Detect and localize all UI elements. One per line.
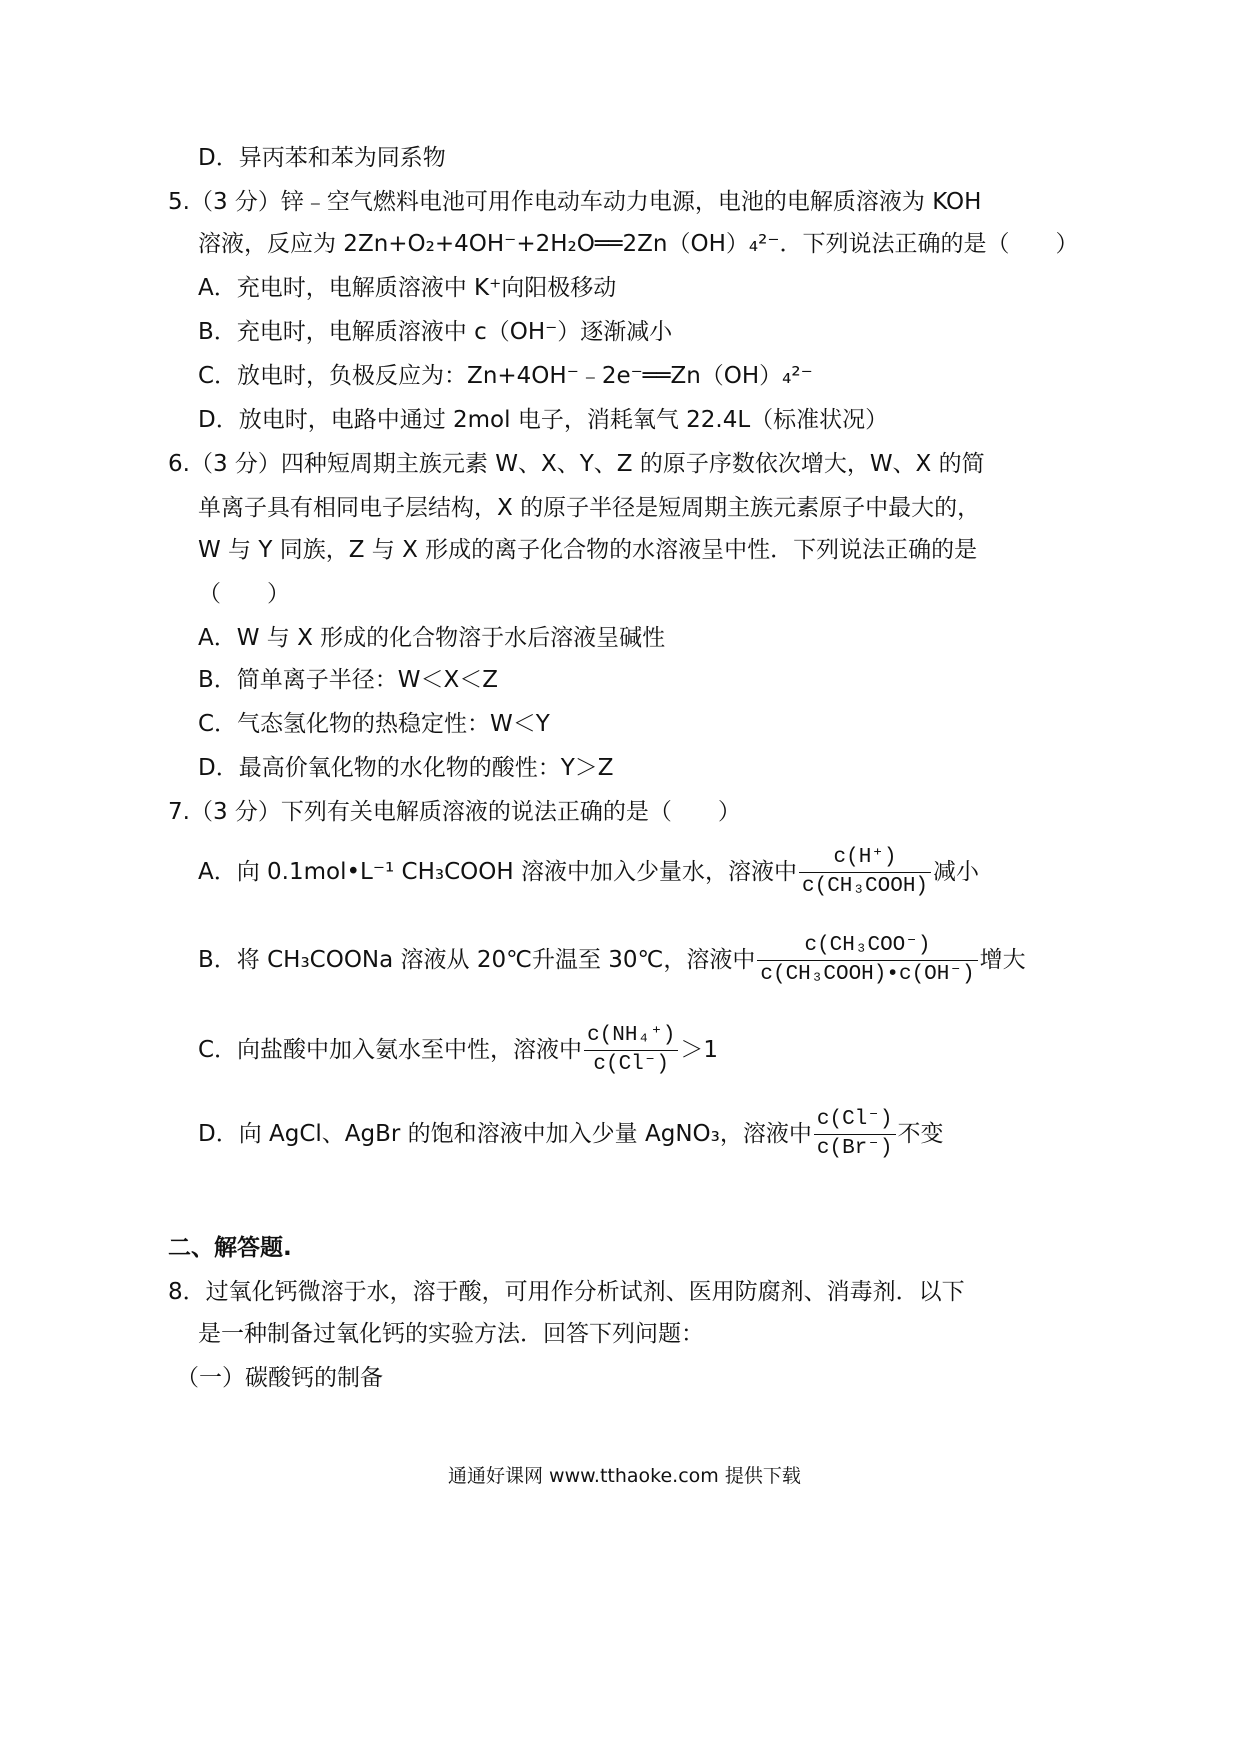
- option-b-text: B．将 CH₃COONa 溶液从 20℃升温至 30℃，溶液中: [198, 947, 756, 973]
- question-6-option-a: A．W 与 X 形成的化合物溶于水后溶液呈碱性: [198, 625, 666, 651]
- fraction-numerator: c(NH₄⁺): [584, 1024, 678, 1051]
- option-a-text: A．向 0.1mol•L⁻¹ CH₃COOH 溶液中加入少量水，溶液中: [198, 859, 797, 885]
- question-6-option-d: D．最高价氧化物的水化物的酸性：Y＞Z: [198, 755, 614, 781]
- option-a-fraction: [799, 846, 931, 899]
- question-7-option-a: [198, 846, 979, 899]
- question-5-option-d: D．放电时，电路中通过 2mol 电子，消耗氧气 22.4L（标准状况）: [198, 407, 889, 433]
- page-footer: 通通好课网 www.tthaoke.com 提供下载: [448, 1465, 801, 1487]
- option-a-suffix: 减小: [933, 859, 980, 885]
- question-6-line-2: 单离子具有相同电子层结构，X 的原子半径是短周期主族元素原子中最大的，: [198, 495, 981, 521]
- option-d-text: D．向 AgCl、AgBr 的饱和溶液中加入少量 AgNO₃，溶液中: [198, 1121, 812, 1147]
- section-heading-text: 二、解答题.: [168, 1235, 292, 1261]
- question-5-line-1: 5.（3 分）锌﹣空气燃料电池可用作电动车动力电源，电池的电解质溶液为 KOH: [168, 189, 982, 215]
- option-c-suffix: ＞1: [680, 1037, 718, 1063]
- subsection-heading: （一）碳酸钙的制备: [176, 1365, 383, 1391]
- fraction-denominator: c(CH₃COOH)•c(OH⁻): [760, 963, 975, 986]
- question-7-option-b: [198, 934, 1026, 987]
- fraction-numerator: c(Cl⁻): [814, 1108, 896, 1135]
- question-5-option-c: C．放电时，负极反应为：Zn+4OH⁻﹣2e⁻══Zn（OH）₄²⁻: [198, 363, 813, 389]
- option-d-fraction: [814, 1108, 896, 1161]
- question-5-line-2: 溶液，反应为 2Zn+O₂+4OH⁻+2H₂O══2Zn（OH）₄²⁻．下列说法正确的是（ ）: [198, 231, 1079, 257]
- option-c-text: C．向盐酸中加入氨水至中性，溶液中: [198, 1037, 583, 1063]
- fraction-numerator: c(CH₃COO⁻): [757, 934, 977, 961]
- fraction-denominator: c(Cl⁻): [593, 1053, 670, 1076]
- option-d-suffix: 不变: [897, 1121, 944, 1147]
- question-6-option-c: C．气态氢化物的热稳定性：W＜Y: [198, 711, 550, 737]
- question-4-option-d: D．异丙苯和苯为同系物: [198, 145, 446, 171]
- question-7-stem: 7.（3 分）下列有关电解质溶液的说法正确的是（ ）: [168, 799, 741, 825]
- question-8-line-2: 是一种制备过氧化钙的实验方法．回答下列问题：: [198, 1321, 704, 1347]
- fraction-denominator: c(CH₃COOH): [802, 875, 929, 898]
- question-5-option-a: A．充电时，电解质溶液中 K⁺向阳极移动: [198, 275, 617, 301]
- question-6-line-1: 6.（3 分）四种短周期主族元素 W、X、Y、Z 的原子序数依次增大，W、X 的简: [168, 451, 985, 477]
- option-b-suffix: 增大: [979, 947, 1026, 973]
- question-6-option-b: B．简单离子半径：W＜X＜Z: [198, 667, 499, 693]
- question-5-option-b: B．充电时，电解质溶液中 c（OH⁻）逐渐减小: [198, 319, 673, 345]
- option-b-fraction: [757, 934, 977, 987]
- question-6-line-4: （ ）: [198, 581, 290, 607]
- option-c-fraction: [584, 1024, 678, 1077]
- question-6-line-3: W 与 Y 同族，Z 与 X 形成的离子化合物的水溶液呈中性．下列说法正确的是: [198, 537, 978, 563]
- question-7-option-d: [198, 1108, 944, 1161]
- fraction-numerator: c(H⁺): [799, 846, 931, 873]
- section-heading: [168, 1232, 292, 1264]
- question-7-option-c: [198, 1024, 718, 1077]
- question-8-line-1: 8．过氧化钙微溶于水，溶于酸，可用作分析试剂、医用防腐剂、消毒剂．以下: [168, 1279, 965, 1305]
- fraction-denominator: c(Br⁻): [816, 1137, 893, 1160]
